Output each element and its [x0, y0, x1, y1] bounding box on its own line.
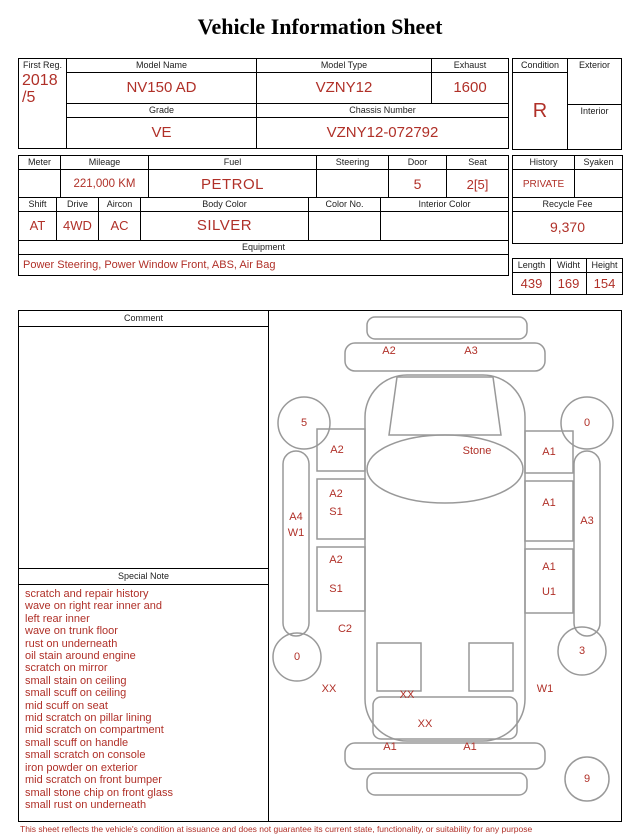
height-label: Height: [587, 259, 623, 273]
meter-value: [19, 170, 61, 200]
special-note-header: Special Note: [19, 568, 268, 585]
wheel-score: 0: [583, 417, 591, 429]
wheel-score: 3: [578, 645, 586, 657]
roof-shape: [367, 435, 523, 503]
wheel-score: 9: [583, 773, 591, 785]
damage-label: W1: [287, 527, 305, 539]
front-apron-shape: [345, 743, 545, 769]
damage-label: A1: [542, 446, 556, 458]
aircon-value: AC: [99, 212, 141, 241]
width-value: 169: [551, 273, 587, 295]
recycle-fee-label: Recycle Fee: [513, 198, 623, 212]
note-line: small scuff on ceiling: [25, 687, 127, 700]
body-color-label: Body Color: [141, 198, 309, 212]
aircon-label: Aircon: [99, 198, 141, 212]
history-value: PRIVATE: [513, 170, 575, 200]
car-damage-diagram: [269, 311, 622, 821]
exterior-label: Exterior: [568, 59, 621, 105]
spec-table: [18, 155, 509, 200]
exterior-interior-column: [568, 59, 621, 149]
note-line: mid scuff on seat: [25, 699, 108, 712]
model-type-value: VZNY12: [257, 73, 432, 104]
length-value: 439: [513, 273, 551, 295]
equipment-label: Equipment: [19, 241, 509, 255]
note-line: mid scratch on pillar lining: [25, 712, 152, 725]
note-line: mid scratch on front bumper: [25, 774, 162, 787]
mileage-value: 221,000 KM: [61, 170, 149, 200]
seat-label: Seat: [447, 156, 509, 170]
condition-grade-value: R: [532, 99, 548, 122]
color-no-label: Color No.: [309, 198, 381, 212]
model-name-value: NV150 AD: [67, 73, 257, 104]
note-line: wave on right rear inner and: [25, 600, 162, 613]
damage-label: XX: [321, 683, 337, 695]
seat-value: 2[5]: [447, 170, 509, 200]
damage-label: A2: [330, 444, 344, 456]
grade-value: VE: [67, 118, 257, 149]
damage-label: A1: [383, 741, 397, 753]
shift-value: AT: [19, 212, 57, 241]
comment-area: [19, 327, 268, 568]
disclaimer-text: This sheet reflects the vehicle's condition at issuance and does not guarantee its current state, functionality, or suitability for any purpose: [20, 824, 533, 834]
right-rocker-panel-shape: [574, 451, 600, 636]
damage-label: S1: [329, 506, 343, 518]
trunk-panel-shape: [345, 343, 545, 371]
car-diagram-svg: [269, 311, 622, 821]
right-rear-door-shape: [525, 481, 573, 541]
first-reg-month: /5: [22, 89, 36, 106]
detail-table: [18, 197, 509, 276]
main-section: [18, 310, 622, 822]
note-line: mid scratch on compartment: [25, 724, 164, 737]
equipment-value: Power Steering, Power Window Front, ABS, Air Bag: [19, 255, 509, 276]
exhaust-value: 1600: [432, 73, 509, 104]
damage-label: U1: [541, 586, 557, 598]
wheel-score: 5: [300, 417, 308, 429]
wheel-score: 0: [293, 651, 301, 663]
width-label: Widht: [551, 259, 587, 273]
rear-glass-shape: [389, 377, 501, 435]
note-line: left rear inner: [25, 612, 90, 625]
model-name-label: Model Name: [67, 59, 257, 73]
steering-value: [317, 170, 389, 200]
left-column: [19, 311, 269, 821]
dimensions-table: [512, 258, 623, 295]
damage-label: S1: [329, 583, 343, 595]
drive-value: 4WD: [57, 212, 99, 241]
interior-color-value: [381, 212, 509, 241]
rear-bumper-shape: [367, 317, 527, 339]
first-reg-cell: [19, 59, 67, 149]
interior-color-label: Interior Color: [381, 198, 509, 212]
condition-box: [512, 58, 622, 150]
note-line: small scuff on handle: [25, 736, 129, 749]
damage-label: XX: [399, 689, 415, 701]
page-title: Vehicle Information Sheet: [197, 14, 443, 39]
grade-label: Grade: [67, 104, 257, 118]
body-color-value: SILVER: [141, 212, 309, 241]
right-front-door-shape: [525, 549, 573, 613]
damage-label: A3: [464, 345, 478, 357]
model-table: [18, 58, 509, 149]
note-line: oil stain around engine: [25, 650, 136, 663]
meter-label: Meter: [19, 156, 61, 170]
history-label: History: [513, 156, 575, 170]
chassis-number-value: VZNY12-072792: [257, 118, 509, 149]
front-bumper-shape: [367, 773, 527, 795]
condition-column: [513, 59, 568, 149]
interior-label: Interior: [580, 105, 609, 116]
note-line: small scratch on console: [25, 749, 146, 762]
first-reg-year: 2018: [22, 72, 58, 89]
recycle-fee-value: 9,370: [513, 212, 623, 244]
damage-label: A2: [329, 488, 343, 500]
steering-label: Steering: [317, 156, 389, 170]
damage-label: XX: [417, 718, 433, 730]
damage-label: A2: [382, 345, 396, 357]
hood-shape: [373, 697, 517, 739]
history-table: [512, 155, 623, 200]
door-value: 5: [389, 170, 447, 200]
damage-label: C2: [337, 623, 353, 635]
note-line: small stone chip on front glass: [25, 786, 173, 799]
door-label: Door: [389, 156, 447, 170]
height-value: 154: [587, 273, 623, 295]
color-no-value: [309, 212, 381, 241]
note-line: scratch on mirror: [25, 662, 108, 675]
left-rocker-panel-shape: [283, 451, 309, 636]
damage-label: A3: [580, 515, 594, 527]
note-line: scratch and repair history: [25, 588, 149, 600]
damage-label: Stone: [462, 445, 492, 457]
damage-label: A1: [542, 497, 556, 509]
note-line: wave on trunk floor: [25, 625, 118, 638]
recycle-fee-table: [512, 197, 623, 244]
damage-label: A1: [463, 741, 477, 753]
engine-bay-left-shape: [377, 643, 421, 691]
first-reg-label: First Reg.: [22, 60, 62, 70]
fuel-label: Fuel: [149, 156, 317, 170]
damage-label: W1: [536, 683, 554, 695]
note-line: small rust on underneath: [25, 798, 147, 811]
engine-bay-right-shape: [469, 643, 513, 691]
note-line: small stain on ceiling: [25, 674, 127, 687]
length-label: Length: [513, 259, 551, 273]
shift-label: Shift: [19, 198, 57, 212]
damage-label: A2: [329, 554, 343, 566]
syaken-label: Syaken: [575, 156, 623, 170]
comment-header: Comment: [19, 311, 268, 327]
exhaust-label: Exhaust: [432, 59, 509, 73]
syaken-value: [575, 170, 623, 200]
note-line: rust on underneath: [25, 637, 118, 650]
fuel-value: PETROL: [149, 170, 317, 200]
drive-label: Drive: [57, 198, 99, 212]
condition-label: Condition: [513, 59, 567, 73]
note-line: iron powder on exterior: [25, 761, 138, 774]
damage-label: A4: [289, 511, 303, 523]
chassis-number-label: Chassis Number: [257, 104, 509, 118]
damage-label: A1: [542, 561, 556, 573]
model-type-label: Model Type: [257, 59, 432, 73]
special-note-list: [19, 585, 268, 814]
mileage-label: Mileage: [61, 156, 149, 170]
